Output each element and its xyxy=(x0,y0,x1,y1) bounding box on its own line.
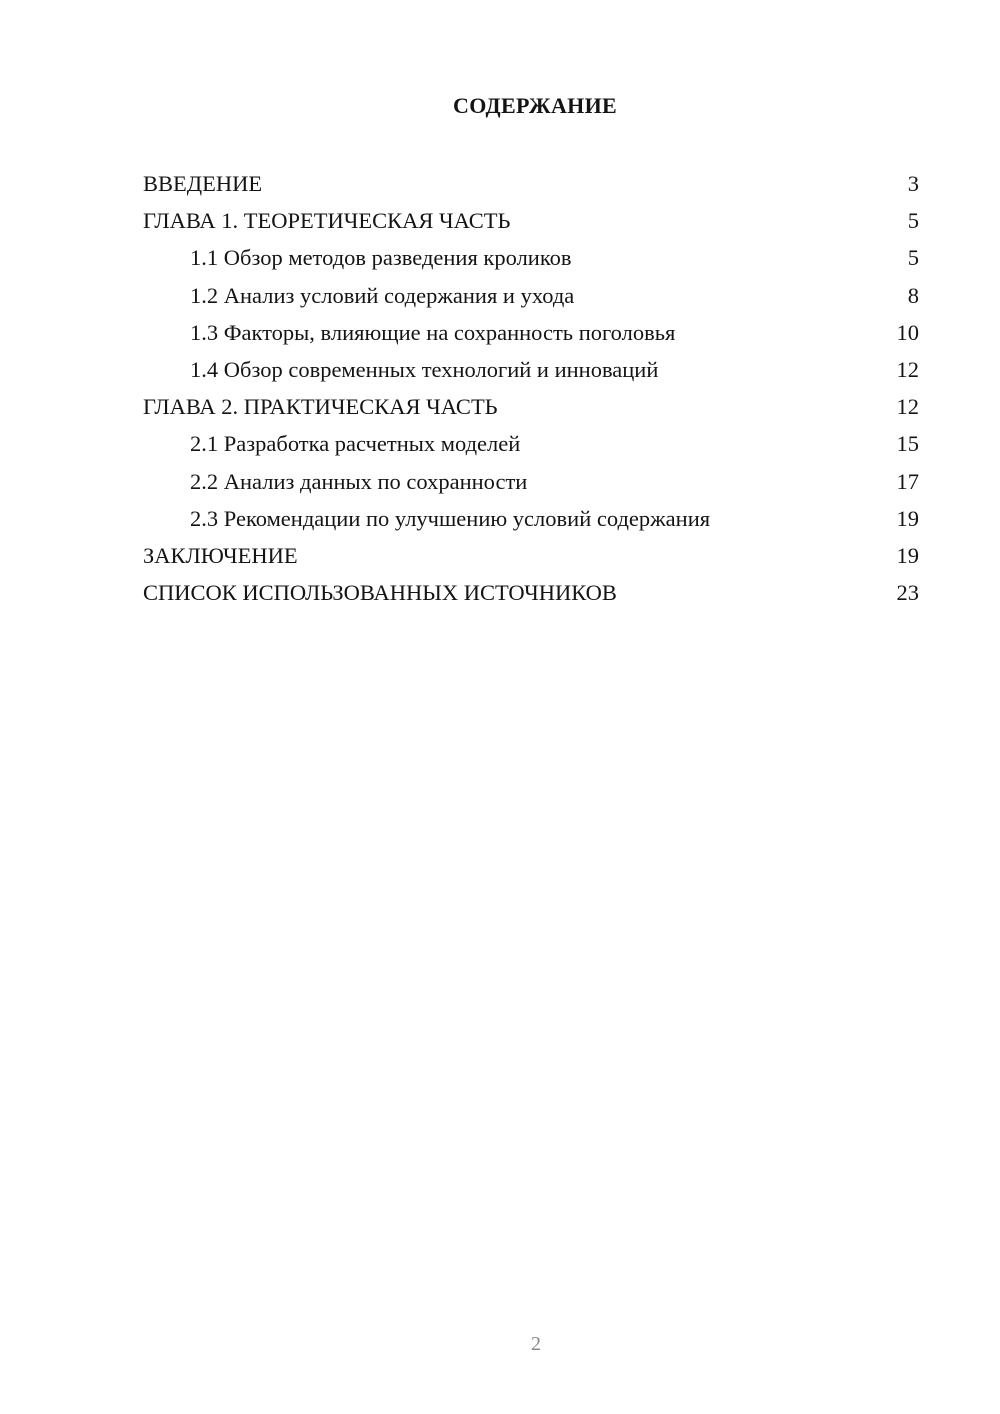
toc-entry-title: СПИСОК ИСПОЛЬЗОВАННЫХ ИСТОЧНИКОВ xyxy=(143,580,617,606)
toc-entry-section-1-2 xyxy=(143,277,919,314)
toc-entry-references xyxy=(143,574,919,611)
toc-entry-section-1-3 xyxy=(143,314,919,351)
toc-entry-title: ГЛАВА 1. ТЕОРЕТИЧЕСКАЯ ЧАСТЬ xyxy=(143,208,511,234)
toc-entry-section-2-3 xyxy=(143,500,919,537)
toc-entry-page: 10 xyxy=(896,319,919,345)
toc-entry-title: ГЛАВА 2. ПРАКТИЧЕСКАЯ ЧАСТЬ xyxy=(143,394,498,420)
toc-entry-page: 5 xyxy=(907,208,919,234)
toc-entry-page: 8 xyxy=(907,282,919,308)
toc-entry-page: 19 xyxy=(896,505,919,531)
toc-entry-title: ЗАКЛЮЧЕНИЕ xyxy=(143,542,298,568)
toc-entry-title: 2.3 Рекомендации по улучшению условий содержания xyxy=(190,505,711,531)
toc-entry-title: 2.1 Разработка расчетных моделей xyxy=(190,431,521,457)
toc-entry-title: 1.1 Обзор методов разведения кроликов xyxy=(190,245,572,271)
toc-entry-page: 23 xyxy=(896,580,919,606)
toc-entry-page: 12 xyxy=(896,394,919,420)
toc-entry-page: 12 xyxy=(896,356,919,382)
page-number: 2 xyxy=(531,1333,541,1355)
toc-entry-page: 15 xyxy=(896,431,919,457)
toc-entry-conclusion xyxy=(143,537,919,574)
toc-entry-chapter-2 xyxy=(143,388,919,425)
toc-entry-title: 1.2 Анализ условий содержания и ухода xyxy=(190,282,575,308)
toc-entry-section-2-2 xyxy=(143,463,919,500)
toc-entry-title: 2.2 Анализ данных по сохранности xyxy=(190,468,528,494)
toc-entry-introduction xyxy=(143,165,919,202)
toc-entry-title: ВВЕДЕНИЕ xyxy=(143,171,263,196)
toc-entry-page: 17 xyxy=(896,468,919,494)
toc-entry-title: 1.4 Обзор современных технологий и инноваций xyxy=(190,356,659,382)
toc-entry-page: 5 xyxy=(907,245,919,271)
page-title: СОДЕРЖАНИЕ xyxy=(453,93,617,118)
table-of-contents xyxy=(143,165,919,611)
toc-entry-page: 3 xyxy=(907,171,919,196)
toc-entry-section-2-1 xyxy=(143,425,919,462)
toc-entry-section-1-1 xyxy=(143,239,919,276)
toc-entry-title: 1.3 Факторы, влияющие на сохранность поголовья xyxy=(190,319,676,345)
toc-entry-section-1-4 xyxy=(143,351,919,388)
toc-entry-page: 19 xyxy=(896,542,919,568)
toc-entry-chapter-1 xyxy=(143,202,919,239)
